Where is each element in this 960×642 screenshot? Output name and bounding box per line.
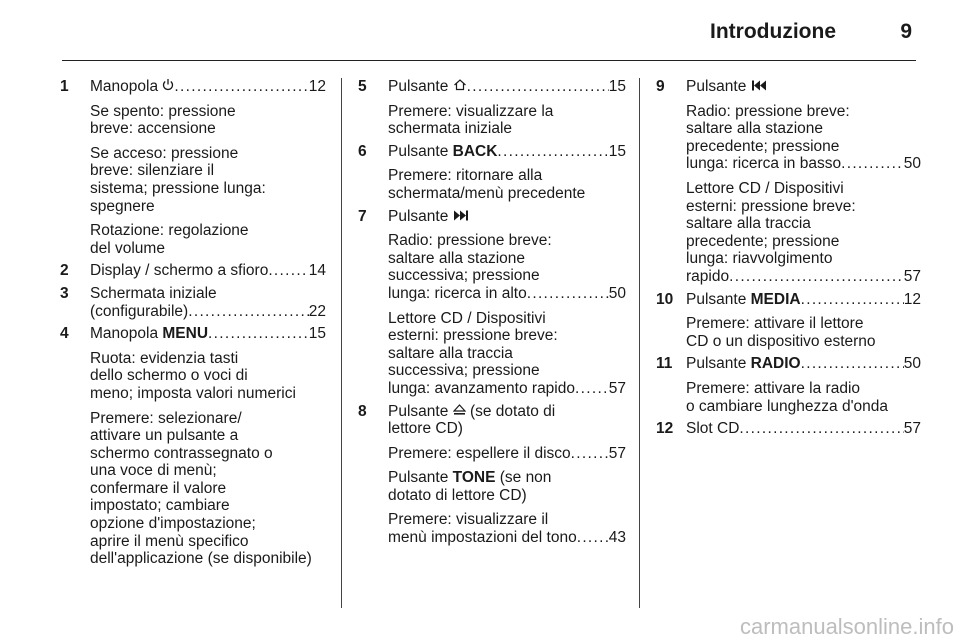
- list-item: 10 Pulsante MEDIA . . . 12 Premere: attivare il lettore CD o un dispositivo esterno: [656, 291, 921, 351]
- page-ref: 14: [308, 262, 326, 280]
- item-number: 6: [358, 142, 367, 160]
- item-number: 8: [358, 402, 367, 420]
- item-number: 3: [60, 284, 69, 302]
- eject-icon: [453, 404, 466, 416]
- list-item: 4 Manopola MENU . . . 15 Ruota: evidenzia tasti dello schermo o voci di meno; imposta valori numerici Premere: selezionare/ attivare un pulsante a schermo contrassegnato o una voce di menù; confermare il valore impostato; cambiare opzione d'impostazione; aprire il menù specifico dell'applicazione (se disponibile): [60, 325, 326, 568]
- list-item: 5 Pulsante . . . 15 Premere: visualizzare la schermata iniziale: [358, 78, 626, 138]
- item-number: 1: [60, 78, 69, 95]
- item-number: 7: [358, 207, 367, 225]
- page-ref: 43: [608, 529, 626, 547]
- next-track-icon: [453, 210, 469, 221]
- page-ref: 50: [903, 355, 921, 373]
- page-ref: 12: [308, 78, 326, 95]
- page-ref: 50: [903, 155, 921, 173]
- list-item: 2 Display / schermo a sfioro . . . 14: [60, 262, 326, 280]
- item-number: 11: [656, 355, 673, 373]
- column-3: [656, 78, 921, 438]
- list-item: 6 Pulsante BACK . . . 15 Premere: ritornare alla schermata/menù precedente: [358, 143, 626, 203]
- column-1: [60, 78, 326, 568]
- page-ref: 15: [308, 325, 326, 343]
- page-ref: 57: [903, 267, 921, 285]
- home-icon: [453, 78, 467, 91]
- item-number: 9: [656, 78, 665, 95]
- page-ref: 50: [608, 284, 626, 302]
- item-number: 4: [60, 325, 69, 343]
- list-item: 8 Pulsante (se dotato di lettore CD) Premere: espellere il disco . . . 57 Pulsante TONE (se non dotato di lettore CD) Premere: visualizzare il menù impostazioni del tono . . . 43: [358, 403, 626, 547]
- page-ref: 57: [903, 420, 921, 438]
- page-header: [62, 0, 916, 61]
- list-item: 12 Slot CD . . . 57: [656, 420, 921, 438]
- item-number: 12: [656, 420, 674, 438]
- page-number: 9: [900, 20, 912, 43]
- page-ref: 12: [903, 290, 921, 308]
- power-icon: [162, 78, 174, 91]
- item-number: 10: [656, 290, 674, 308]
- list-item: 1 Manopola . . . 12 Se spento: pressione breve: accensione Se acceso: pressione breve: silenziare il sistema; pressione lunga: spegnere Rotazione: regolazione del volume: [60, 78, 326, 257]
- list-item: 3 Schermata iniziale (configurabile) . . . 22: [60, 285, 326, 320]
- list-item: 9 Pulsante Radio: pressione breve: saltare alla stazione precedente; pressione lunga: ricerca in basso . . . 50 Lettore CD / Dispositivi esterni: pressione breve: saltare alla traccia precedente; pressione lunga: riavvolgimento rapido . . . 57: [656, 78, 921, 286]
- page-ref: 15: [608, 142, 626, 160]
- page-ref: 22: [308, 302, 326, 320]
- list-item: 7 Pulsante Radio: pressione breve: saltare alla stazione successiva; pressione lunga: ricerca in alto . . . 50 Lettore CD / Dispositivi esterni: pressione breve: saltare alla traccia successiva; pressione lunga: avanzamento rapido . . . 57: [358, 208, 626, 398]
- page-ref: 15: [608, 78, 626, 95]
- column-2: [358, 78, 626, 547]
- page-ref: 57: [608, 444, 626, 462]
- column-divider: [639, 78, 640, 608]
- previous-track-icon: [751, 80, 767, 91]
- item-number: 2: [60, 262, 69, 280]
- item-number: 5: [358, 78, 367, 95]
- page-ref: 57: [608, 379, 626, 397]
- watermark: carmanualsonline.info: [739, 614, 954, 639]
- column-divider: [341, 78, 342, 608]
- list-item: 11 Pulsante RADIO . . . 50 Premere: attivare la radio o cambiare lunghezza d'onda: [656, 355, 921, 415]
- section-title: Introduzione: [710, 20, 836, 43]
